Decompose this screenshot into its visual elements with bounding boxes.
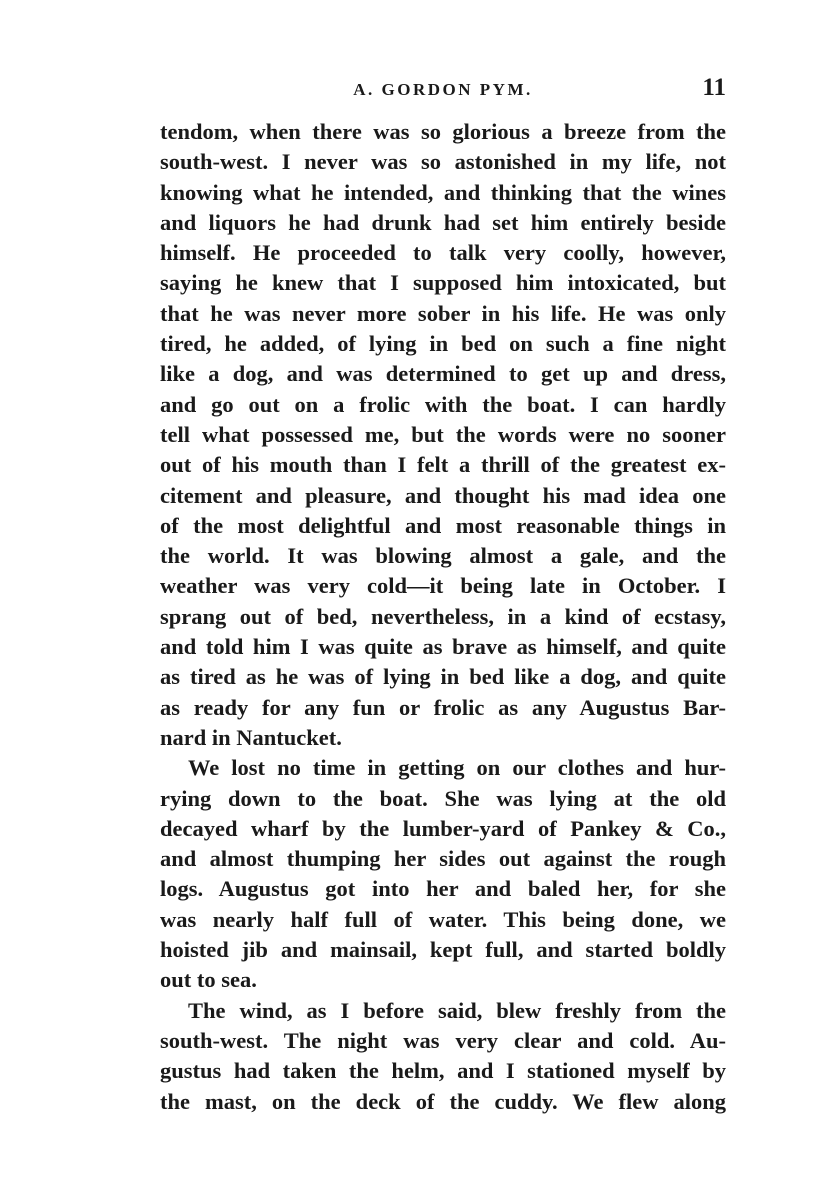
text-line: as tired as he was of lying in bed like a dog, and quite	[160, 664, 726, 690]
text-line: knowing what he intended, and thinking that the wines	[160, 179, 726, 205]
text-line: sprang out of bed, nevertheless, in a kind of ecstasy,	[160, 603, 726, 629]
running-head	[160, 72, 726, 106]
text-line: and go out on a frolic with the boat. I can hardly	[160, 391, 726, 417]
page-number: 11	[702, 74, 726, 101]
text-line: and told him I was quite as brave as himself, and quite	[160, 634, 726, 660]
paragraph-start-line: The wind, as I before said, blew freshly from the	[188, 997, 726, 1023]
text-line: the world. It was blowing almost a gale, and the	[160, 543, 726, 569]
text-line: decayed wharf by the lumber-yard of Pankey & Co.,	[160, 815, 726, 841]
text-line: of the most delightful and most reasonable things in	[160, 512, 726, 538]
text-line: was nearly half full of water. This being done, we	[160, 906, 726, 932]
text-line: like a dog, and was determined to get up and dress,	[160, 361, 726, 387]
text-line: citement and pleasure, and thought his mad idea one	[160, 482, 726, 508]
paragraph-end-line: out to sea.	[160, 967, 257, 993]
text-line: tired, he added, of lying in bed on such a fine night	[160, 331, 726, 357]
text-line: hoisted jib and mainsail, kept full, and started boldly	[160, 937, 726, 963]
paragraph-end-line: nard in Nantucket.	[160, 724, 342, 750]
text-line: that he was never more sober in his life. He was only	[160, 300, 726, 326]
text-line: as ready for any fun or frolic as any Augustus Bar-	[160, 694, 726, 720]
text-line: logs. Augustus got into her and baled her, for she	[160, 876, 726, 902]
text-line: gustus had taken the helm, and I stationed myself by	[160, 1058, 726, 1084]
text-line: and almost thumping her sides out against the rough	[160, 846, 726, 872]
body-text	[160, 117, 726, 1117]
paragraph-start-line: We lost no time in getting on our clothes and hur-	[188, 755, 726, 781]
text-line: rying down to the boat. She was lying at the old	[160, 785, 726, 811]
text-line: saying he knew that I supposed him intoxicated, but	[160, 270, 726, 296]
running-title: A. GORDON PYM.	[353, 80, 533, 99]
text-line: weather was very cold—it being late in October. I	[160, 573, 726, 599]
text-line: tendom, when there was so glorious a breeze from the	[160, 119, 726, 144]
text-line: the mast, on the deck of the cuddy. We flew along	[160, 1088, 726, 1114]
text-line: south-west. The night was very clear and cold. Au-	[160, 1027, 726, 1053]
text-line: south-west. I never was so astonished in my life, not	[160, 149, 726, 175]
text-line: and liquors he had drunk had set him entirely beside	[160, 209, 726, 235]
text-line: tell what possessed me, but the words were no sooner	[160, 421, 726, 447]
text-line: out of his mouth than I felt a thrill of the greatest ex-	[160, 452, 726, 478]
text-line: himself. He proceeded to talk very coolly, however,	[160, 240, 726, 266]
